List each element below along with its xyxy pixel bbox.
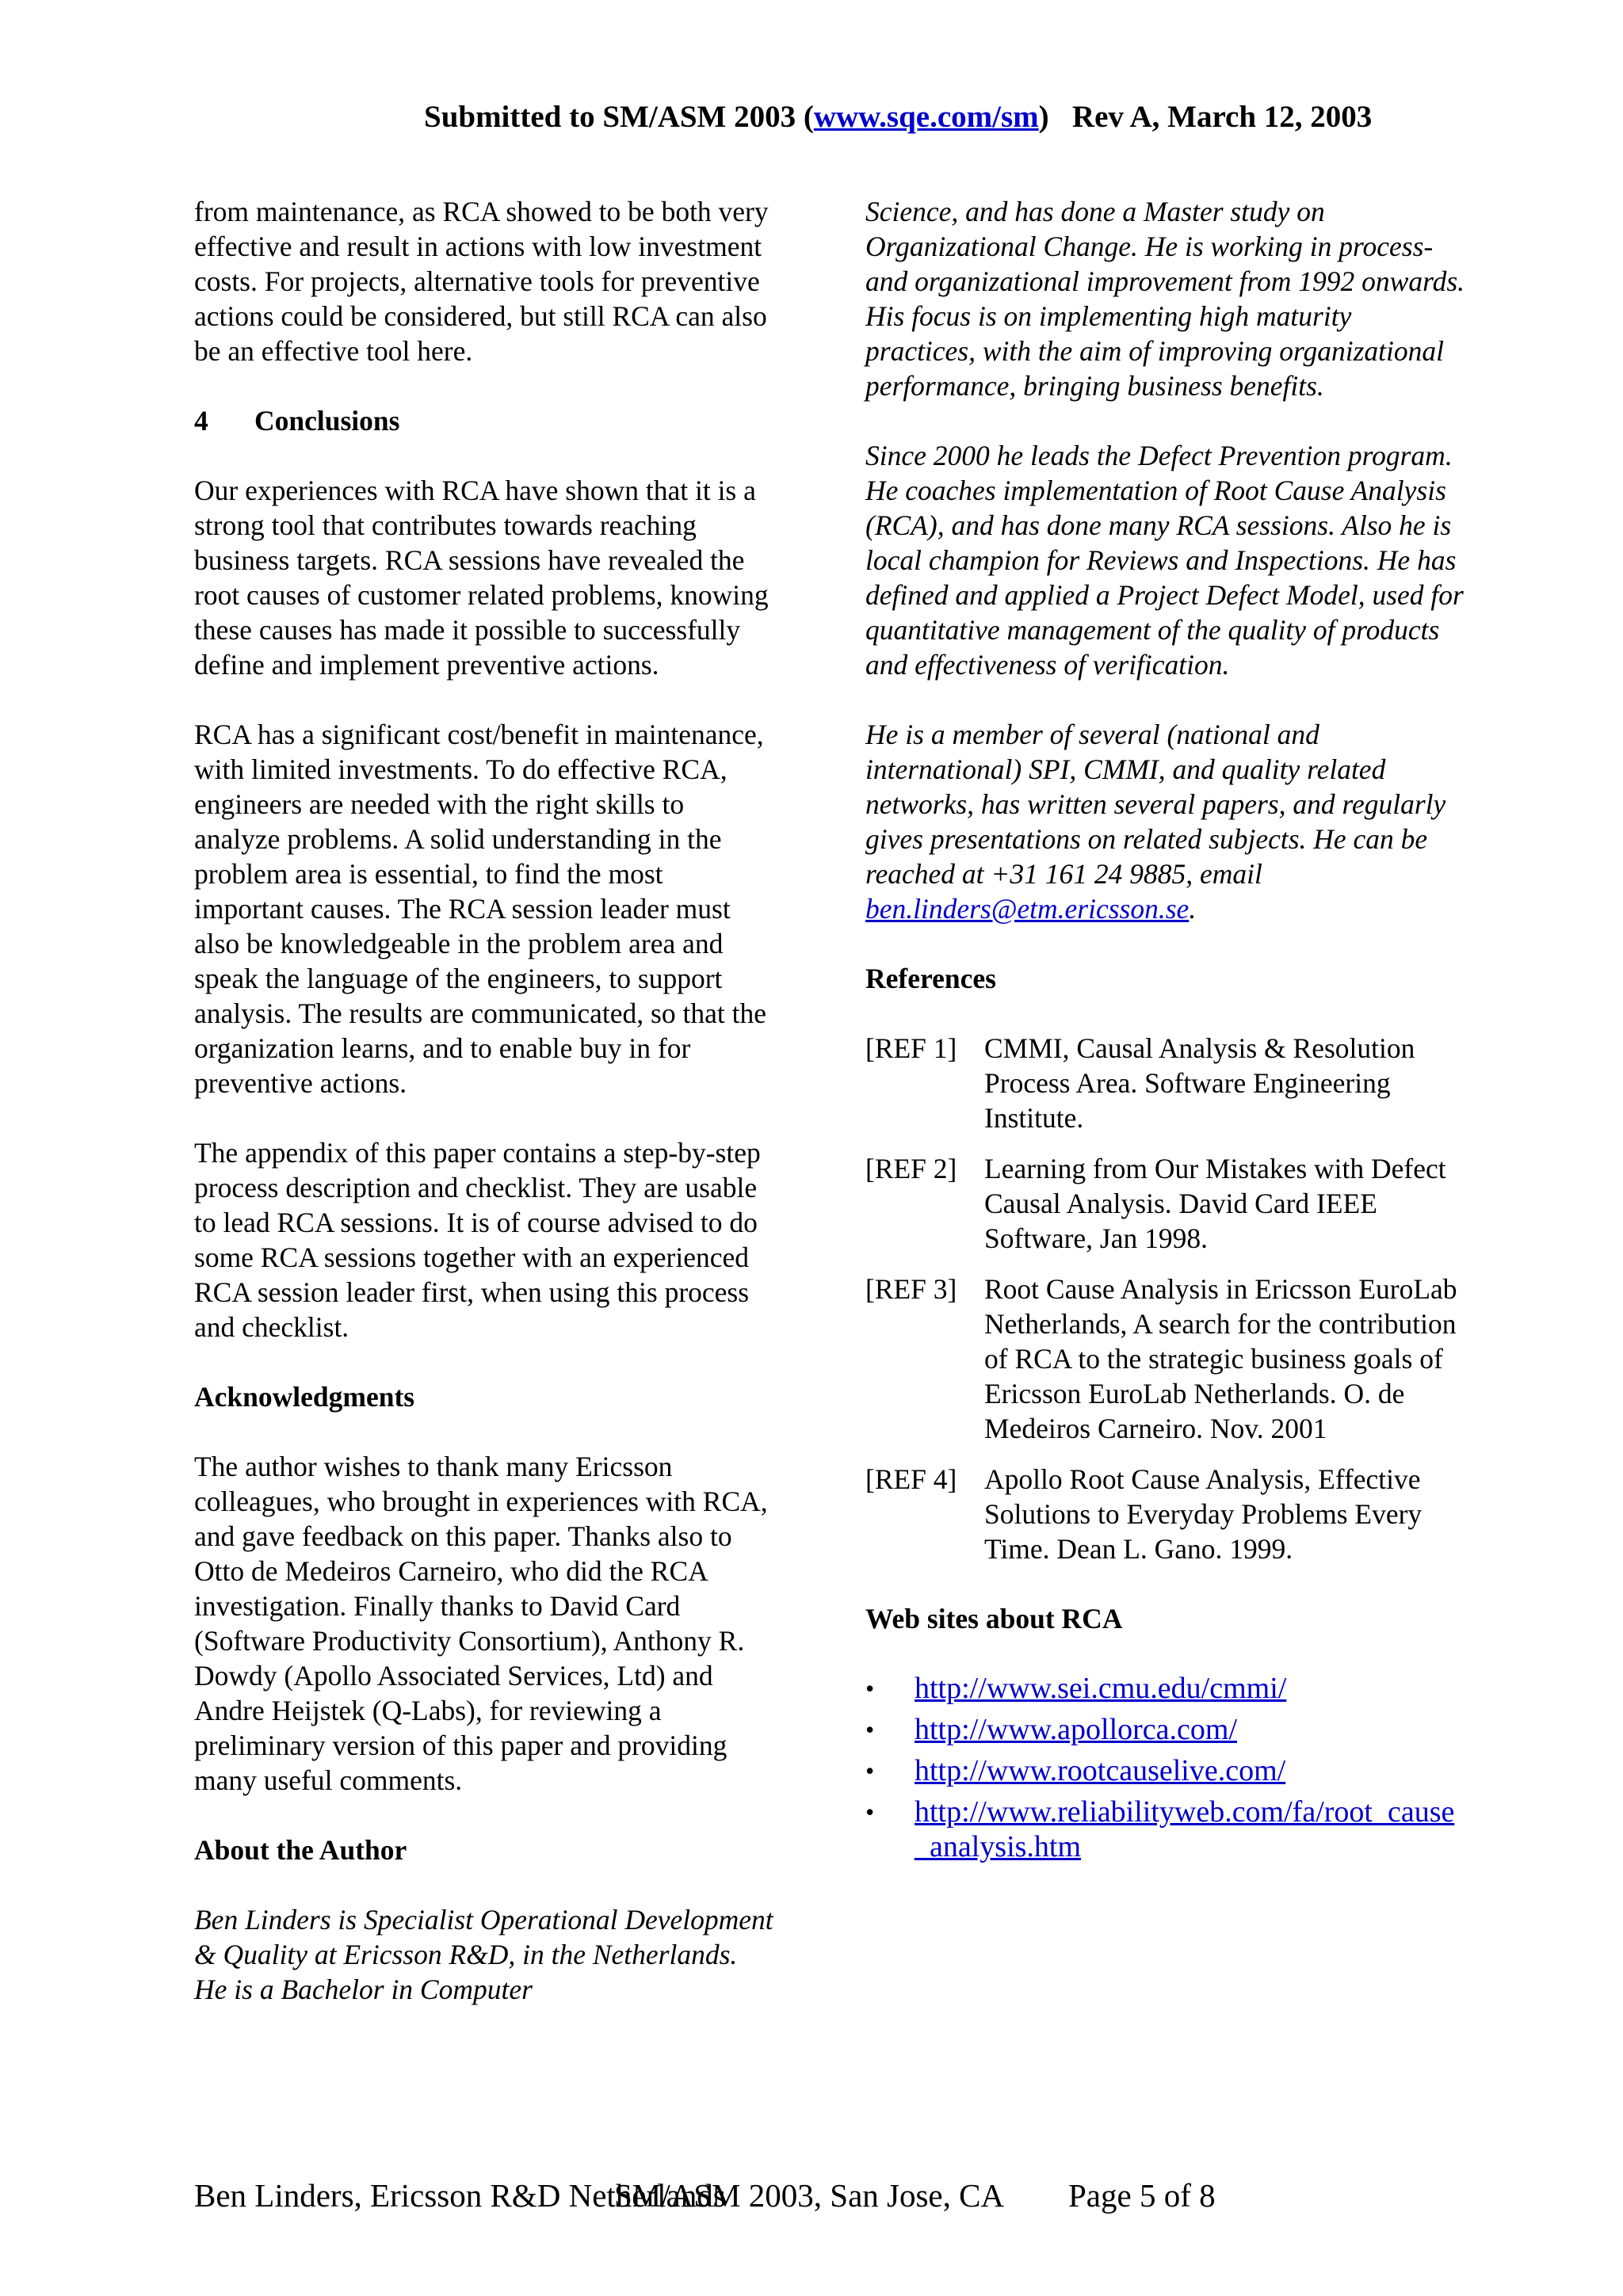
- about-author-paragraph: Ben Linders is Specialist Operational Development & Quality at Ericsson R&D, in the Netherlands. He is a Bachelor in Computer: [194, 1904, 773, 2005]
- header-suffix: ) Rev A, March 12, 2003: [1038, 100, 1373, 134]
- intro-paragraph: from maintenance, as RCA showed to be both very effective and result in actions with low investment costs. For projects, alternative tools for preventive actions could be considered, but still RCA can also be an effective tool here.: [194, 196, 769, 367]
- page-footer: [194, 2175, 1430, 2216]
- conclusions-paragraph-3: The appendix of this paper contains a step-by-step process description and checklist. They are usable to lead RCA sessions. It is of course advised to do some RCA sessions together with an experienced RCA session leader first, when using this process and checklist.: [194, 1137, 761, 1343]
- reference-label: [REF 4]: [865, 1463, 957, 1495]
- bullet-icon: •: [865, 1674, 875, 1703]
- header-prefix: Submitted to SM/ASM 2003 (: [424, 100, 814, 134]
- website-link[interactable]: http://www.sei.cmu.edu/cmmi/: [915, 1672, 1287, 1705]
- bullet-icon: •: [865, 1715, 875, 1744]
- list-item: [865, 1712, 1468, 1747]
- footer-author: Ben Linders, Ericsson R&D Netherlands: [194, 2177, 726, 2214]
- reference-label: [REF 1]: [865, 1032, 957, 1064]
- left-column: [194, 194, 777, 2042]
- section-number: 4: [194, 405, 208, 437]
- list-item: [865, 1794, 1468, 1864]
- page-header: [424, 97, 1446, 138]
- websites-heading: Web sites about RCA: [865, 1603, 1123, 1634]
- website-link[interactable]: http://www.apollorca.com/: [915, 1713, 1237, 1746]
- reference-label: [REF 3]: [865, 1273, 957, 1305]
- reference-item: [865, 1031, 1468, 1135]
- contact-text: He is a member of several (national and international) SPI, CMMI, and quality related networks, has written several papers, and regularly gives presentations on related subjects. He can be reached at +31 161 24 9885, email: [865, 719, 1446, 890]
- bullet-icon: •: [865, 1798, 875, 1826]
- acknowledgments-heading: Acknowledgments: [194, 1381, 415, 1413]
- reference-item: [865, 1462, 1468, 1566]
- header-link[interactable]: www.sqe.com/sm: [813, 100, 1039, 134]
- reference-text: Root Cause Analysis in Ericsson EuroLab Netherlands, A search for the contribution of RCA to the strategic business goals of Ericsson EuroLab Netherlands. O. de Medeiros Carneiro. Nov. 2001: [984, 1273, 1457, 1444]
- reference-label: [REF 2]: [865, 1153, 957, 1184]
- reference-item: [865, 1151, 1468, 1256]
- contact-end: .: [1189, 893, 1197, 925]
- about-author-paragraph-3: [865, 717, 1468, 926]
- reference-text: Apollo Root Cause Analysis, Effective Solutions to Everyday Problems Every Time. Dean L. Gano. 1999.: [984, 1463, 1423, 1565]
- references-list: [865, 1031, 1468, 1566]
- footer-page-number: Page 5 of 8: [1068, 2177, 1216, 2214]
- website-link[interactable]: http://www.reliabilityweb.com/fa/root_cause_analysis.htm: [915, 1795, 1455, 1863]
- about-author-continued: Science, and has done a Master study on Organizational Change. He is working in process- and organizational improvement from 1992 onwards. His focus is on implementing high maturity practices, with the aim of improving organizational performance, bringing business benefits.: [865, 196, 1465, 402]
- footer-conference: SM/ASM 2003, San Jose, CA: [614, 2177, 1005, 2214]
- reference-text: CMMI, Causal Analysis & Resolution Process Area. Software Engineering Institute.: [984, 1032, 1415, 1134]
- section-title: Conclusions: [254, 405, 400, 437]
- email-link[interactable]: ben.linders@etm.ericsson.se: [865, 893, 1190, 925]
- right-column: [865, 194, 1468, 1871]
- conclusions-paragraph-2: RCA has a significant cost/benefit in maintenance, with limited investments. To do effective RCA, engineers are needed with the right skills to analyze problems. A solid understanding in the problem area is essential, to find the most important causes. The RCA session leader must also be knowledgeable in the problem area and speak the language of the engineers, to support analysis. The results are communicated, so that the organization learns, and to enable buy in for preventive actions.: [194, 719, 766, 1099]
- websites-list: [865, 1671, 1468, 1864]
- conclusions-paragraph-1: Our experiences with RCA have shown that it is a strong tool that contributes towards reaching business targets. RCA sessions have revealed the root causes of customer related problems, knowing these causes has made it possible to successfully define and implement preventive actions.: [194, 475, 769, 681]
- reference-item: [865, 1272, 1468, 1446]
- about-author-heading: About the Author: [194, 1834, 407, 1866]
- list-item: [865, 1753, 1468, 1788]
- website-link[interactable]: http://www.rootcauselive.com/: [915, 1754, 1286, 1787]
- acknowledgments-paragraph: The author wishes to thank many Ericsson colleagues, who brought in experiences with RCA, and gave feedback on this paper. Thanks also to Otto de Medeiros Carneiro, who did the RCA investigation. Finally thanks to David Card (Software Productivity Consortium), Anthony R. Dowdy (Apollo Associated Services, Ltd) and Andre Heijstek (Q-Labs), for reviewing a preliminary version of this paper and providing many useful comments.: [194, 1451, 768, 1796]
- list-item: [865, 1671, 1468, 1706]
- references-heading: References: [865, 963, 996, 994]
- bullet-icon: •: [865, 1756, 875, 1785]
- about-author-paragraph-2: Since 2000 he leads the Defect Prevention program. He coaches implementation of Root Cause Analysis (RCA), and has done many RCA sessions. Also he is local champion for Reviews and Inspections. He has defined and applied a Project Defect Model, used for quantitative management of the quality of products and effectiveness of verification.: [865, 440, 1464, 681]
- conclusions-heading: [194, 403, 777, 438]
- reference-text: Learning from Our Mistakes with Defect Causal Analysis. David Card IEEE Software, Jan 1998.: [984, 1153, 1446, 1254]
